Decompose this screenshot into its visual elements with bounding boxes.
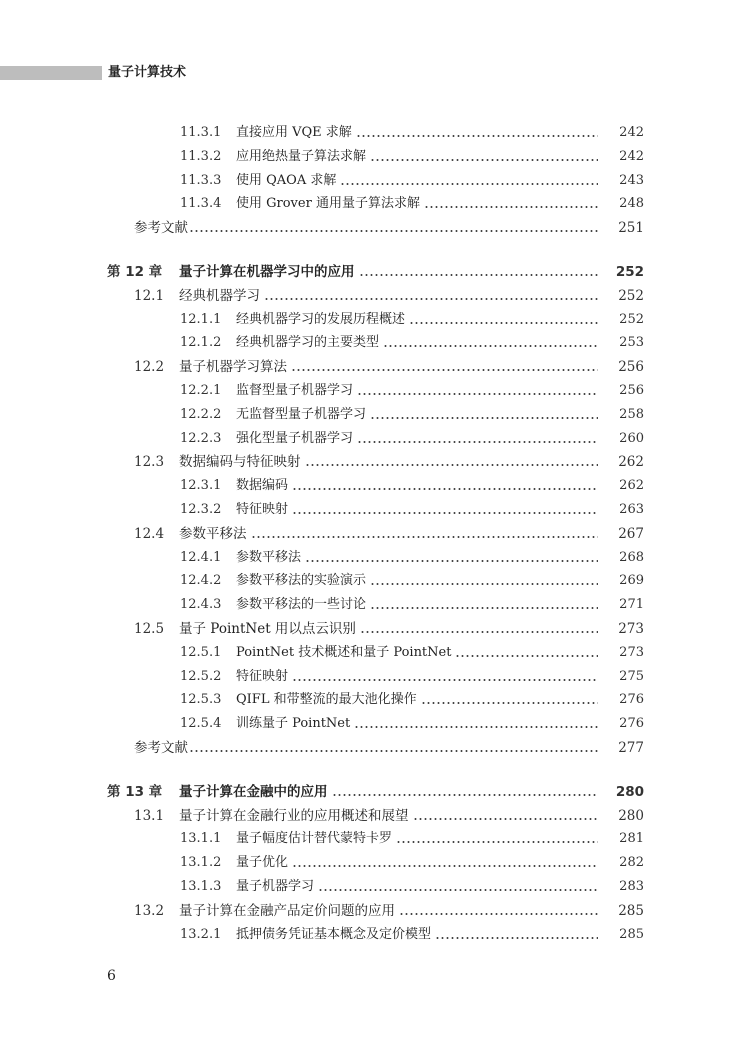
dot-leader <box>292 512 598 514</box>
toc-refs-row <box>0 216 750 240</box>
toc-entry-number: 13.1.1 <box>180 831 222 847</box>
toc-entry-number: 12.1 <box>134 287 165 304</box>
toc-entry-page: 275 <box>619 668 644 684</box>
toc-entry <box>134 284 644 308</box>
dot-leader <box>305 560 598 562</box>
toc-entry-page: 260 <box>619 430 644 446</box>
toc-entry-page: 280 <box>618 807 644 824</box>
toc-subsection-row <box>0 593 750 617</box>
toc-entry-page: 268 <box>619 549 644 565</box>
dot-leader <box>435 937 598 939</box>
toc-entry-page: 277 <box>618 740 644 756</box>
dot-leader <box>370 583 598 585</box>
toc-section-row <box>0 899 750 923</box>
toc-entry <box>180 688 644 712</box>
toc-entry <box>107 780 644 804</box>
dot-leader <box>189 230 598 232</box>
dot-leader <box>264 298 598 300</box>
toc-entry-page: 262 <box>618 454 644 471</box>
toc-entry-title: 直接应用 VQE 求解 <box>236 125 352 140</box>
toc-entry-number: 13.1.2 <box>180 855 222 871</box>
toc-entry <box>180 569 644 593</box>
toc-entry <box>180 641 644 665</box>
toc-entry <box>180 403 644 427</box>
toc-entry-title: 参数平移法的实验演示 <box>236 573 367 589</box>
toc-entry <box>180 192 644 216</box>
toc-subsection-row <box>0 427 750 451</box>
dot-leader <box>292 488 598 490</box>
toc-entry-page: 258 <box>619 406 644 422</box>
dot-leader <box>357 393 598 395</box>
toc-subsection-row <box>0 688 750 712</box>
toc-entry-title: 参考文献 <box>134 220 188 237</box>
toc-entry-number: 11.3.1 <box>180 125 222 140</box>
toc-subsection-row <box>0 875 750 899</box>
toc-entry <box>180 665 644 689</box>
dot-leader <box>305 464 599 466</box>
toc-subsection-row <box>0 121 750 145</box>
toc-entry-number: 第 12 章 <box>107 264 163 280</box>
toc-entry <box>180 379 644 403</box>
toc-entry-title: QIFL 和带整流的最大池化操作 <box>236 692 417 708</box>
toc-entry-page: 283 <box>619 879 644 894</box>
toc-chapter-row <box>0 260 750 284</box>
toc-entry <box>180 827 644 851</box>
toc-subsection-row <box>0 331 750 355</box>
dot-leader <box>356 135 598 137</box>
toc-entry-title: 参考文献 <box>134 740 188 756</box>
toc-subsection-row <box>0 827 750 851</box>
toc-entry <box>134 355 644 379</box>
dot-leader <box>357 441 598 443</box>
dot-leader <box>370 607 598 609</box>
toc-entry-title: 参数平移法 <box>236 549 302 565</box>
toc-refs-row <box>0 736 750 760</box>
toc-entry-number: 12.5.1 <box>180 644 222 660</box>
toc-subsection-row <box>0 923 750 947</box>
dot-leader <box>399 913 598 915</box>
toc-entry-title: 量子幅度估计替代蒙特卡罗 <box>236 831 393 847</box>
toc-entry-number: 12.1.1 <box>180 311 222 327</box>
toc-entry-number: 12.5.3 <box>180 692 222 708</box>
toc-entry <box>134 216 644 240</box>
toc-entry-number: 12.2 <box>134 359 165 376</box>
toc-section-row <box>0 284 750 308</box>
toc-entry-title: 使用 Grover 通用量子算法求解 <box>236 196 420 212</box>
toc-entry <box>180 498 644 522</box>
toc-entry <box>180 923 644 947</box>
toc-entry-page: 251 <box>618 220 644 237</box>
toc-entry-title: 量子计算在金融中的应用 <box>179 783 328 800</box>
toc-entry-page: 248 <box>619 196 644 212</box>
toc-entry-title: 量子机器学习 <box>236 879 315 894</box>
toc-section-row <box>0 617 750 641</box>
toc-entry <box>134 450 644 474</box>
toc-entry-title: 量子 PointNet 用以点云识别 <box>179 621 356 637</box>
toc-entry-title: 参数平移法的一些讨论 <box>236 597 367 613</box>
toc-entry-page: 256 <box>618 359 644 376</box>
toc-entry-title: 量子优化 <box>236 855 289 871</box>
dot-leader <box>292 679 598 681</box>
toc-subsection-row <box>0 641 750 665</box>
toc-entry-number: 第 13 章 <box>107 783 163 800</box>
dot-leader <box>370 159 598 161</box>
toc-entry-page: 276 <box>619 716 644 732</box>
toc-entry-page: 262 <box>619 478 644 494</box>
toc-entry-number: 12.2.3 <box>180 430 222 446</box>
toc-entry-number: 12.3 <box>134 454 165 471</box>
toc-entry-number: 13.2 <box>134 902 165 919</box>
toc-entry <box>180 851 644 875</box>
toc-subsection-row <box>0 192 750 216</box>
toc-entry-number: 12.4.3 <box>180 597 222 613</box>
toc-entry-page: 242 <box>619 148 644 164</box>
dot-leader <box>332 794 599 796</box>
toc-entry-title: 量子计算在金融产品定价问题的应用 <box>179 902 395 919</box>
toc-entry-title: 使用 QAOA 求解 <box>236 172 337 188</box>
toc-entry-title: 特征映射 <box>236 502 289 517</box>
toc-subsection-row <box>0 851 750 875</box>
toc-entry-title: 参数平移法 <box>179 525 247 542</box>
toc-entry-number: 12.5.2 <box>180 668 222 684</box>
toc-entry-number: 12.5 <box>134 621 165 637</box>
toc-entry-page: 267 <box>618 525 644 542</box>
toc-entry <box>180 712 644 736</box>
toc-section-row <box>0 450 750 474</box>
toc-entry <box>180 169 644 193</box>
toc-entry <box>134 804 644 828</box>
toc-entry-page: 243 <box>619 172 644 188</box>
toc-entry-number: 11.3.3 <box>180 172 222 188</box>
toc-entry-title: 无监督型量子机器学习 <box>236 406 367 422</box>
dot-leader <box>424 206 598 208</box>
toc-entry-title: 应用绝热量子算法求解 <box>236 148 367 164</box>
book-title: 量子计算技术 <box>108 65 187 80</box>
toc-entry <box>180 427 644 451</box>
toc-entry <box>180 331 644 355</box>
toc-entry-page: 252 <box>619 311 644 327</box>
toc-entry-page: 269 <box>619 573 644 589</box>
toc-entry-title: 数据编码 <box>236 478 289 494</box>
toc-entry-title: 训练量子 PointNet <box>236 716 351 732</box>
toc-entry-page: 242 <box>619 125 644 140</box>
dot-leader <box>251 536 599 538</box>
toc-section-row <box>0 804 750 828</box>
toc-entry-title: 抵押债务凭证基本概念及定价模型 <box>236 926 432 942</box>
toc-subsection-row <box>0 145 750 169</box>
toc-entry-page: 253 <box>619 335 644 351</box>
toc-entry <box>134 617 644 641</box>
toc-entry <box>180 593 644 617</box>
toc-entry <box>180 875 644 899</box>
toc-entry-number: 12.2.1 <box>180 383 222 398</box>
dot-leader <box>455 655 598 657</box>
toc-entry-title: PointNet 技术概述和量子 PointNet <box>236 644 452 660</box>
toc-entry-page: 281 <box>619 831 644 847</box>
toc-entry-page: 282 <box>619 855 644 871</box>
toc-entry-title: 特征映射 <box>236 668 289 684</box>
toc-entry-page: 276 <box>619 692 644 708</box>
toc-entry <box>180 308 644 332</box>
dot-leader <box>409 322 598 324</box>
toc-entry-number: 13.1.3 <box>180 879 222 894</box>
toc-entry-title: 监督型量子机器学习 <box>236 383 354 398</box>
toc-entry-page: 263 <box>619 502 644 517</box>
dot-leader <box>318 889 598 891</box>
dot-leader <box>291 369 598 371</box>
toc-entry-number: 12.5.4 <box>180 716 222 732</box>
toc-entry-title: 强化型量子机器学习 <box>236 430 354 446</box>
toc-subsection-row <box>0 403 750 427</box>
dot-leader <box>413 818 599 820</box>
toc-entry-page: 252 <box>618 287 644 304</box>
toc-entry-page: 285 <box>619 926 644 942</box>
toc-entry-number: 12.3.1 <box>180 478 222 494</box>
toc-entry <box>134 899 644 923</box>
toc-entry-page: 256 <box>619 383 644 398</box>
toc-entry-number: 11.3.2 <box>180 148 222 164</box>
toc-entry-number: 12.4.2 <box>180 573 222 589</box>
toc-entry-number: 13.1 <box>134 807 165 824</box>
toc-entry-page: 273 <box>619 644 644 660</box>
dot-leader <box>421 702 598 704</box>
toc-subsection-row <box>0 665 750 689</box>
dot-leader <box>354 726 598 728</box>
toc-entry-number: 12.3.2 <box>180 502 222 517</box>
toc-subsection-row <box>0 379 750 403</box>
toc-entry-title: 经典机器学习的发展历程概述 <box>236 311 406 327</box>
toc-entry-title: 量子计算在机器学习中的应用 <box>179 264 355 280</box>
toc-entry-title: 量子计算在金融行业的应用概述和展望 <box>179 807 409 824</box>
toc-entry-title: 量子机器学习算法 <box>179 359 287 376</box>
toc-entry <box>134 522 644 546</box>
toc-chapter-row <box>0 780 750 804</box>
toc-entry-page: 271 <box>619 597 644 613</box>
toc-entry-page: 285 <box>618 902 644 919</box>
toc-entry <box>180 145 644 169</box>
toc-subsection-row <box>0 712 750 736</box>
dot-leader <box>359 274 599 276</box>
toc-entry-number: 13.2.1 <box>180 926 222 942</box>
toc-entry-title: 数据编码与特征映射 <box>179 454 301 471</box>
toc-entry <box>107 260 644 284</box>
toc-section-row <box>0 355 750 379</box>
toc-entry-number: 12.4.1 <box>180 549 222 565</box>
toc-entry <box>180 474 644 498</box>
dot-leader <box>360 631 598 633</box>
toc-entry-number: 12.4 <box>134 525 165 542</box>
toc-subsection-row <box>0 498 750 522</box>
toc-subsection-row <box>0 546 750 570</box>
toc-entry <box>180 121 644 145</box>
toc-entry-title: 经典机器学习的主要类型 <box>236 335 380 351</box>
toc-entry-number: 12.2.2 <box>180 406 222 422</box>
toc-entry-page: 252 <box>615 264 644 280</box>
toc-entry-number: 11.3.4 <box>180 196 222 212</box>
toc-subsection-row <box>0 474 750 498</box>
toc-subsection-row <box>0 569 750 593</box>
toc-entry-page: 273 <box>618 621 644 637</box>
toc-entry-page: 280 <box>615 783 644 800</box>
dot-leader <box>292 865 598 867</box>
dot-leader <box>340 183 598 185</box>
toc-entry-number: 12.1.2 <box>180 335 222 351</box>
toc-entry-title: 经典机器学习 <box>179 287 260 304</box>
toc-entry <box>134 736 644 760</box>
dot-leader <box>189 750 598 752</box>
dot-leader <box>396 841 598 843</box>
dot-leader <box>370 417 598 419</box>
dot-leader <box>383 345 598 347</box>
toc-section-row <box>0 522 750 546</box>
toc-subsection-row <box>0 169 750 193</box>
toc-entry <box>180 546 644 570</box>
toc-subsection-row <box>0 308 750 332</box>
page-number: 6 <box>107 968 116 984</box>
